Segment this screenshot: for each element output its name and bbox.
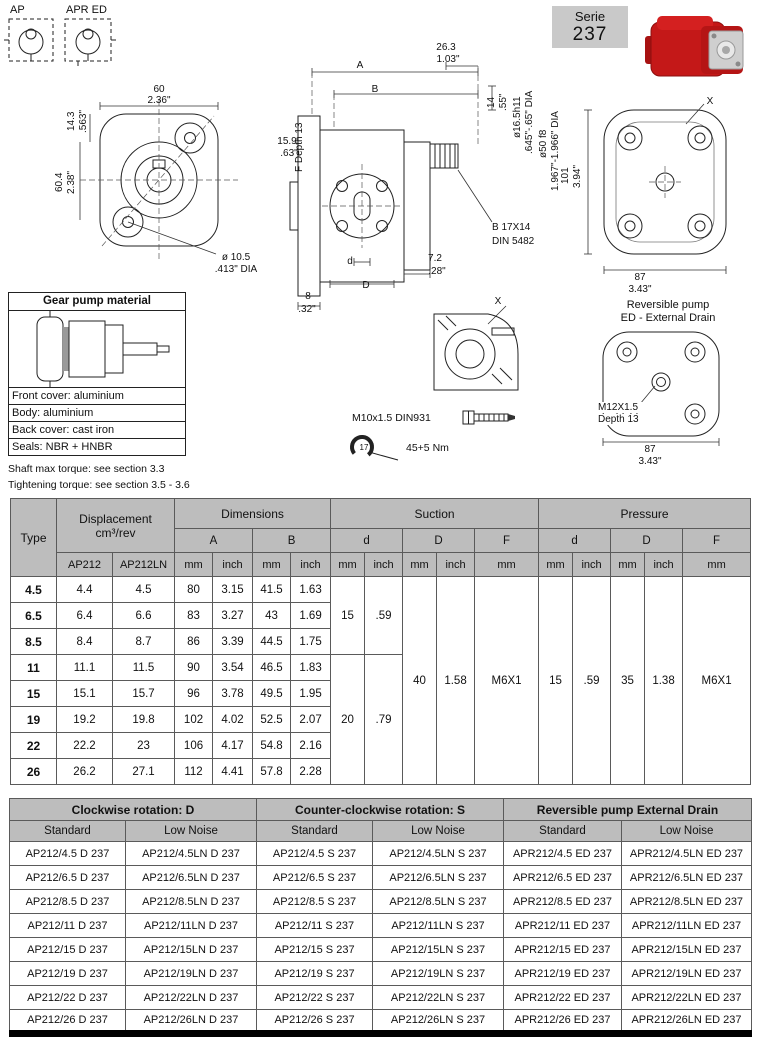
cell: AP212/22LN S 237 [373,986,504,1010]
dim-b-label: B [371,84,379,95]
dim-reversible-width-inch: 3.43" [638,456,662,467]
table-units-row [11,553,751,577]
unit-cell: inch [213,553,253,577]
detail-x-ref: X [494,296,502,307]
displacement-unit: cm³/rev [95,525,136,540]
cell: 26 [11,759,57,785]
cell: 27.1 [113,759,175,785]
table-row [11,577,751,603]
dim-side2-mm: 7.2 [428,253,442,264]
spline-spec: B 17X14 [492,222,531,233]
cell: AP212/19LN S 237 [373,962,504,986]
cell: AP212/4.5 S 237 [257,842,373,866]
cell: AP212/15 D 237 [10,938,126,962]
col-header-pressure-dd: D [611,529,683,553]
cell: AP212/8.5 S 237 [257,890,373,914]
ap-symbol [10,4,25,16]
dim-pilot-dia-inch: 1.967"-1.966" DIA [550,111,561,191]
cell: 90 [175,655,213,681]
cell: AP212/19 D 237 [10,962,126,986]
dim-rear-height-inch: 3.94" [572,164,583,188]
cell: APR212/19LN ED 237 [622,962,752,986]
ap-label: AP [10,4,25,16]
cell: 102 [175,707,213,733]
col-header-pressure: Pressure [539,499,751,529]
cell: 35 [611,577,645,785]
dim-rear-width-mm: 87 [634,272,646,283]
dim-front-width-mm: 60 [153,84,165,95]
table-row [10,866,752,890]
cell: 40 [403,577,437,785]
col-header-dimensions: Dimensions [175,499,331,529]
reversible-pump-drawing [583,326,737,448]
cell: APR212/26 ED 237 [504,1010,622,1034]
cell: AP212/15LN S 237 [373,938,504,962]
cell: AP212/11 S 237 [257,914,373,938]
ordering-codes-table [9,798,752,1037]
col-header-displacement [57,499,175,553]
unit-cell: mm [331,553,365,577]
col-header-suction-f: F [475,529,539,553]
cell: .79 [365,655,403,785]
subheader-standard: Standard [257,821,373,842]
table-row [10,890,752,914]
cell: APR212/8.5LN ED 237 [622,890,752,914]
cell: 15 [11,681,57,707]
cell: 11 [11,655,57,681]
cell: 49.5 [253,681,291,707]
cell: 83 [175,603,213,629]
cell: 3.27 [213,603,253,629]
cell: 46.5 [253,655,291,681]
unit-cell: mm [253,553,291,577]
unit-cell: inch [573,553,611,577]
cell: 26.2 [57,759,113,785]
dim-side1-mm: 15.9 [277,136,297,147]
cell: 4.4 [57,577,113,603]
cell: 4.41 [213,759,253,785]
cell: 8.5 [11,629,57,655]
cell: 80 [175,577,213,603]
cell: AP212/4.5LN D 237 [126,842,257,866]
cell: 52.5 [253,707,291,733]
displacement-label: Displacement [79,511,152,526]
cell: APR212/26LN ED 237 [622,1010,752,1034]
cell: APR212/19 ED 237 [504,962,622,986]
unit-cell: inch [291,553,331,577]
cell: 54.8 [253,733,291,759]
cell: APR212/6.5 ED 237 [504,866,622,890]
port-d-label: d [347,256,353,267]
cell: 1.95 [291,681,331,707]
table-row [10,914,752,938]
dim-shaft-dia: ø16.5h11 [512,96,523,138]
dim-pilot-dia: ø50 f8 [538,129,549,159]
cell: 1.83 [291,655,331,681]
torque-label: 45+5 Nm [406,442,449,454]
cell: 19.8 [113,707,175,733]
material-seals: Seals: NBR + HNBR [9,438,185,455]
cell: APR212/15 ED 237 [504,938,622,962]
order-table-subheader-row [10,821,752,842]
dim-a-label: A [356,60,364,71]
material-box [8,292,186,456]
cell: AP212/4.5LN S 237 [373,842,504,866]
cell: 1.75 [291,629,331,655]
subheader-low-noise: Low Noise [622,821,752,842]
dim-front-height-mm: 60.4 [54,172,65,192]
cell: 4.5 [113,577,175,603]
dim-shaft-len-inch: .55" [498,93,509,111]
dim-front-hole-dia-inch: .413" DIA [214,264,258,275]
dim-rear-height-mm: 101 [560,167,571,185]
cell: 19.2 [57,707,113,733]
cell: 1.38 [645,577,683,785]
drain-port-spec: M12X1.5 [598,402,654,413]
cell: AP212/6.5 S 237 [257,866,373,890]
cell: 2.07 [291,707,331,733]
dim-side3-inch: .32" [298,304,316,315]
cell: M6X1 [475,577,539,785]
subheader-standard: Standard [504,821,622,842]
table-row [10,962,752,986]
cell: 106 [175,733,213,759]
cell: 11.5 [113,655,175,681]
unit-cell: inch [437,553,475,577]
cell: 20 [331,655,365,785]
col-header-b: B [253,529,331,553]
cell: AP212/6.5 D 237 [10,866,126,890]
col-header-suction-dd: D [403,529,475,553]
cell: 3.78 [213,681,253,707]
bolt-spec: M10x1.5 DIN931 [352,412,431,424]
cell: APR212/4.5LN ED 237 [622,842,752,866]
cell: 96 [175,681,213,707]
port-dd-label: D [362,280,370,291]
apr-ed-label: APR ED [66,4,107,16]
table-row [10,842,752,866]
col-header-pressure-d: d [539,529,611,553]
cell: 15 [539,577,573,785]
cell: APR212/11LN ED 237 [622,914,752,938]
col-header-ap212ln: AP212LN [113,553,175,577]
dim-port-depth: F Depth 13 [294,122,305,172]
cell: 15.1 [57,681,113,707]
unit-cell: inch [645,553,683,577]
cell: 4.5 [11,577,57,603]
cell: 44.5 [253,629,291,655]
cell: AP212/8.5LN S 237 [373,890,504,914]
cell: APR212/8.5 ED 237 [504,890,622,914]
col-header-type: Type [11,499,57,577]
note-shaft-torque: Shaft max torque: see section 3.3 [8,463,165,475]
cell: APR212/15LN ED 237 [622,938,752,962]
cell: AP212/19 S 237 [257,962,373,986]
dim-front-offset-mm: 14.3 [66,111,77,131]
cell: AP212/11 D 237 [10,914,126,938]
cell: 8.7 [113,629,175,655]
series-label: Serie [574,9,606,24]
cell: 1.69 [291,603,331,629]
cell: 112 [175,759,213,785]
bolt-icon [462,408,524,426]
col-header-suction-d: d [331,529,403,553]
cell: 19 [11,707,57,733]
cell: AP212/15LN D 237 [126,938,257,962]
cell: 57.8 [253,759,291,785]
cell: 8.4 [57,629,113,655]
reversible-title-line2: ED - External Drain [620,312,716,324]
pump-photo [643,6,758,90]
spline-standard: DIN 5482 [492,236,535,247]
cell: AP212/15 S 237 [257,938,373,962]
pump-section-drawing [9,311,185,387]
cell: 43 [253,603,291,629]
cell: AP212/6.5LN D 237 [126,866,257,890]
wrench-size-label: 17 [359,443,369,452]
material-front-cover: Front cover: aluminium [9,387,185,404]
cell: .59 [365,577,403,655]
cell: 6.4 [57,603,113,629]
col-header-a: A [175,529,253,553]
cell: AP212/22 D 237 [10,986,126,1010]
col-header-ap212: AP212 [57,553,113,577]
cell: AP212/22LN D 237 [126,986,257,1010]
detail-x-ref-rear: X [706,96,714,107]
cell: APR212/11 ED 237 [504,914,622,938]
dim-front-hole-dia: ø 10.5 [221,252,251,263]
dimensions-table [10,498,751,785]
dim-side1-inch: .63" [280,148,298,159]
dim-front-width-inch: 2.36" [147,95,171,106]
table-header-row [11,499,751,529]
cell: AP212/26 S 237 [257,1010,373,1034]
subheader-low-noise: Low Noise [373,821,504,842]
cell: .59 [573,577,611,785]
cell: AP212/26LN S 237 [373,1010,504,1034]
cell: 1.63 [291,577,331,603]
cell: AP212/26LN D 237 [126,1010,257,1034]
table-row [10,1010,752,1034]
reversible-title-line1: Reversible pump [626,299,710,311]
ap-symbol-drawing [8,18,56,64]
cell: 4.17 [213,733,253,759]
dim-reversible-width-mm: 87 [644,444,656,455]
cell: AP212/26 D 237 [10,1010,126,1034]
front-view-drawing [88,102,258,267]
cell: 41.5 [253,577,291,603]
cell: 3.39 [213,629,253,655]
cell: 2.28 [291,759,331,785]
detail-x-drawing [420,294,526,404]
subheader-standard: Standard [10,821,126,842]
cell: 15 [331,577,365,655]
dim-len-mm: 26.3 [436,42,456,53]
drain-port-depth: Depth 13 [598,414,654,425]
dim-shaft-dia-inch: .645"-.65" DIA [524,90,535,154]
cell: 3.54 [213,655,253,681]
subheader-low-noise: Low Noise [126,821,257,842]
cell: APR212/22LN ED 237 [622,986,752,1010]
rear-view-drawing [578,94,760,294]
cell: M6X1 [683,577,751,785]
table-row [10,986,752,1010]
notes [8,461,190,493]
cell: 6.6 [113,603,175,629]
cell: AP212/22 S 237 [257,986,373,1010]
dim-shaft-len-mm: 14 [486,96,497,108]
cell: 4.02 [213,707,253,733]
cell: 15.7 [113,681,175,707]
group-reversible: Reversible pump External Drain [504,799,752,821]
unit-cell: mm [683,553,751,577]
cell: APR212/22 ED 237 [504,986,622,1010]
cell: AP212/8.5 D 237 [10,890,126,914]
dim-side3-mm: 8 [305,291,311,302]
cell: 22.2 [57,733,113,759]
cell: APR212/4.5 ED 237 [504,842,622,866]
cell: AP212/19LN D 237 [126,962,257,986]
cell: 23 [113,733,175,759]
dim-front-height-inch: 2.38" [66,170,77,194]
material-box-drawing [9,311,185,387]
unit-cell: mm [539,553,573,577]
cell: AP212/6.5LN S 237 [373,866,504,890]
cell: 86 [175,629,213,655]
material-box-title: Gear pump material [9,293,185,311]
cell: 2.16 [291,733,331,759]
note-tightening-torque: Tightening torque: see section 3.5 - 3.6 [8,479,190,491]
apr-ed-symbol [66,4,107,16]
cell: AP212/8.5LN D 237 [126,890,257,914]
cell: 11.1 [57,655,113,681]
cell: AP212/11LN S 237 [373,914,504,938]
cell: 1.58 [437,577,475,785]
group-clockwise: Clockwise rotation: D [10,799,257,821]
col-header-pressure-f: F [683,529,751,553]
unit-cell: mm [475,553,539,577]
dim-rear-width-inch: 3.43" [628,284,652,295]
technical-drawing-area [0,0,760,497]
series-number: 237 [572,24,608,45]
dim-side2-inch: .28" [428,266,446,277]
cell: 6.5 [11,603,57,629]
cell: AP212/4.5 D 237 [10,842,126,866]
material-back-cover: Back cover: cast iron [9,421,185,438]
unit-cell: mm [611,553,645,577]
apr-ed-symbol-drawing [64,18,114,64]
cell: 22 [11,733,57,759]
cell: APR212/6.5LN ED 237 [622,866,752,890]
cell: 3.15 [213,577,253,603]
col-header-suction: Suction [331,499,539,529]
dim-front-offset-inch: .563" [78,109,89,133]
order-table-group-row [10,799,752,821]
dim-len-inch: 1.03" [436,54,460,65]
unit-cell: inch [365,553,403,577]
unit-cell: mm [403,553,437,577]
series-badge [552,6,628,48]
table-row [10,938,752,962]
group-counter-clockwise: Counter-clockwise rotation: S [257,799,504,821]
material-body: Body: aluminium [9,404,185,421]
cell: AP212/11LN D 237 [126,914,257,938]
unit-cell: mm [175,553,213,577]
